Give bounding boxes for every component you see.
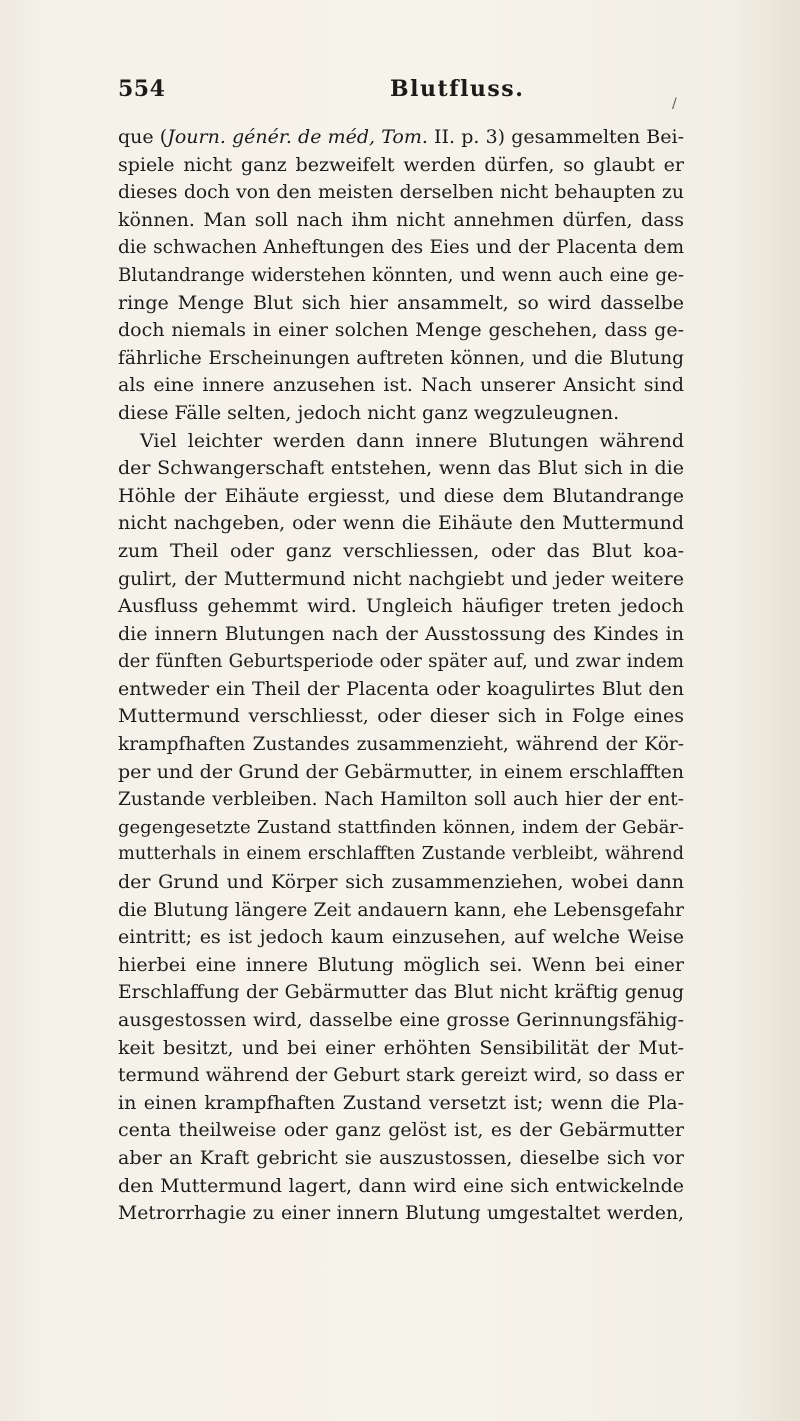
body-text: [118, 124, 684, 1228]
text-line: ausgestossen wird, dasselbe eine grosse Gerinnungsfähig-: [118, 1009, 684, 1031]
page-header: [118, 76, 678, 116]
text-line: Metrorrhagie zu einer innern Blutung umgestaltet werden,: [118, 1203, 684, 1225]
text-line: hierbei eine innere Blutung möglich sei. Wenn bei einer: [118, 953, 684, 976]
text-line: Blutandrange widerstehen könnten, und wenn auch eine ge-: [118, 264, 684, 286]
text-line: krampfhaften Zustandes zusammenzieht, während der Kör-: [118, 734, 684, 756]
text-line: Erschlaffung der Gebärmutter das Blut nicht kräftig genug: [118, 982, 684, 1004]
text-line: ringe Menge Blut sich hier ansammelt, so wird dasselbe: [118, 291, 684, 314]
text-line-end: II. p. 3) gesammelten Bei-: [427, 126, 685, 148]
text-line: fährliche Erscheinungen auftreten können, und die Blutung: [118, 347, 684, 369]
text-line: dieses doch von den meisten derselben nicht behaupten zu: [118, 182, 684, 204]
text-line: Zustande verbleiben. Nach Hamilton soll auch hier der ent-: [118, 789, 684, 811]
citation-italic: Journ. génér. de méd, Tom.: [167, 126, 428, 148]
text-line: nicht nachgeben, oder wenn die Eihäute den Muttermund: [118, 512, 684, 535]
text-line: den Muttermund lagert, dann wird eine sich entwickelnde: [118, 1174, 684, 1197]
text-line-start: que (: [118, 126, 168, 148]
text-line: in einen krampfhaften Zustand versetzt ist; wenn die Pla-: [118, 1091, 684, 1114]
text-line: zum Theil oder ganz verschliessen, oder das Blut koa-: [118, 539, 684, 562]
text-line: Höhle der Eihäute ergiesst, und diese dem Blutandrange: [118, 484, 684, 507]
text-line: gulirt, der Muttermund nicht nachgiebt und jeder weitere: [118, 567, 684, 590]
text-line: Muttermund verschliesst, oder dieser sich in Folge eines: [118, 705, 684, 728]
text-line: diese Fälle selten, jedoch nicht ganz wegzuleugnen.: [118, 401, 620, 424]
text-line: entweder ein Theil der Placenta oder koagulirtes Blut den: [118, 677, 684, 700]
text-line: aber an Kraft gebricht sie auszustossen, dieselbe sich vor: [118, 1146, 684, 1169]
text-line: eintritt; es ist jedoch kaum einzusehen, auf welche Weise: [118, 926, 684, 949]
running-title: Blutfluss.: [390, 76, 525, 102]
text-line: Viel leichter werden dann innere Blutungen während: [140, 429, 684, 452]
text-line: als eine innere anzusehen ist. Nach unserer Ansicht sind: [118, 374, 684, 397]
page-number: 554: [118, 76, 166, 102]
text-line: keit besitzt, und bei einer erhöhten Sensibilität der Mut-: [118, 1036, 684, 1059]
text-line: gegengesetzte Zustand stattfinden können, indem der Gebär-: [118, 816, 684, 838]
text-line: die innern Blutungen nach der Ausstossung des Kindes in: [118, 622, 684, 645]
text-line: der Schwangerschaft entstehen, wenn das Blut sich in die: [118, 457, 684, 480]
text-line: die Blutung längere Zeit andauern kann, ehe Lebensgefahr: [118, 899, 684, 921]
text-line: die schwachen Anheftungen des Eies und der Placenta dem: [118, 237, 684, 259]
text-line: Ausfluss gehemmt wird. Ungleich häufiger treten jedoch: [118, 595, 684, 618]
text-line: [118, 124, 684, 152]
text-line: der Grund und Körper sich zusammenziehen, wobei dann: [118, 871, 684, 894]
text-line: centa theilweise oder ganz gelöst ist, es der Gebärmutter: [118, 1119, 684, 1142]
text-line: der fünften Geburtsperiode oder später auf, und zwar indem: [118, 651, 684, 673]
text-line: mutterhals in einem erschlafften Zustande verbleibt, während: [118, 844, 684, 865]
text-line: doch niemals in einer solchen Menge geschehen, dass ge-: [118, 319, 684, 342]
text-line: können. Man soll nach ihm nicht annehmen dürfen, dass: [118, 208, 684, 231]
text-line: spiele nicht ganz bezweifelt werden dürfen, so glaubt er: [118, 153, 684, 176]
stray-mark: /: [672, 96, 677, 112]
text-line: termund während der Geburt stark gereizt wird, so dass er: [118, 1065, 684, 1087]
text-line: per und der Grund der Gebärmutter, in einem erschlafften: [118, 760, 684, 783]
